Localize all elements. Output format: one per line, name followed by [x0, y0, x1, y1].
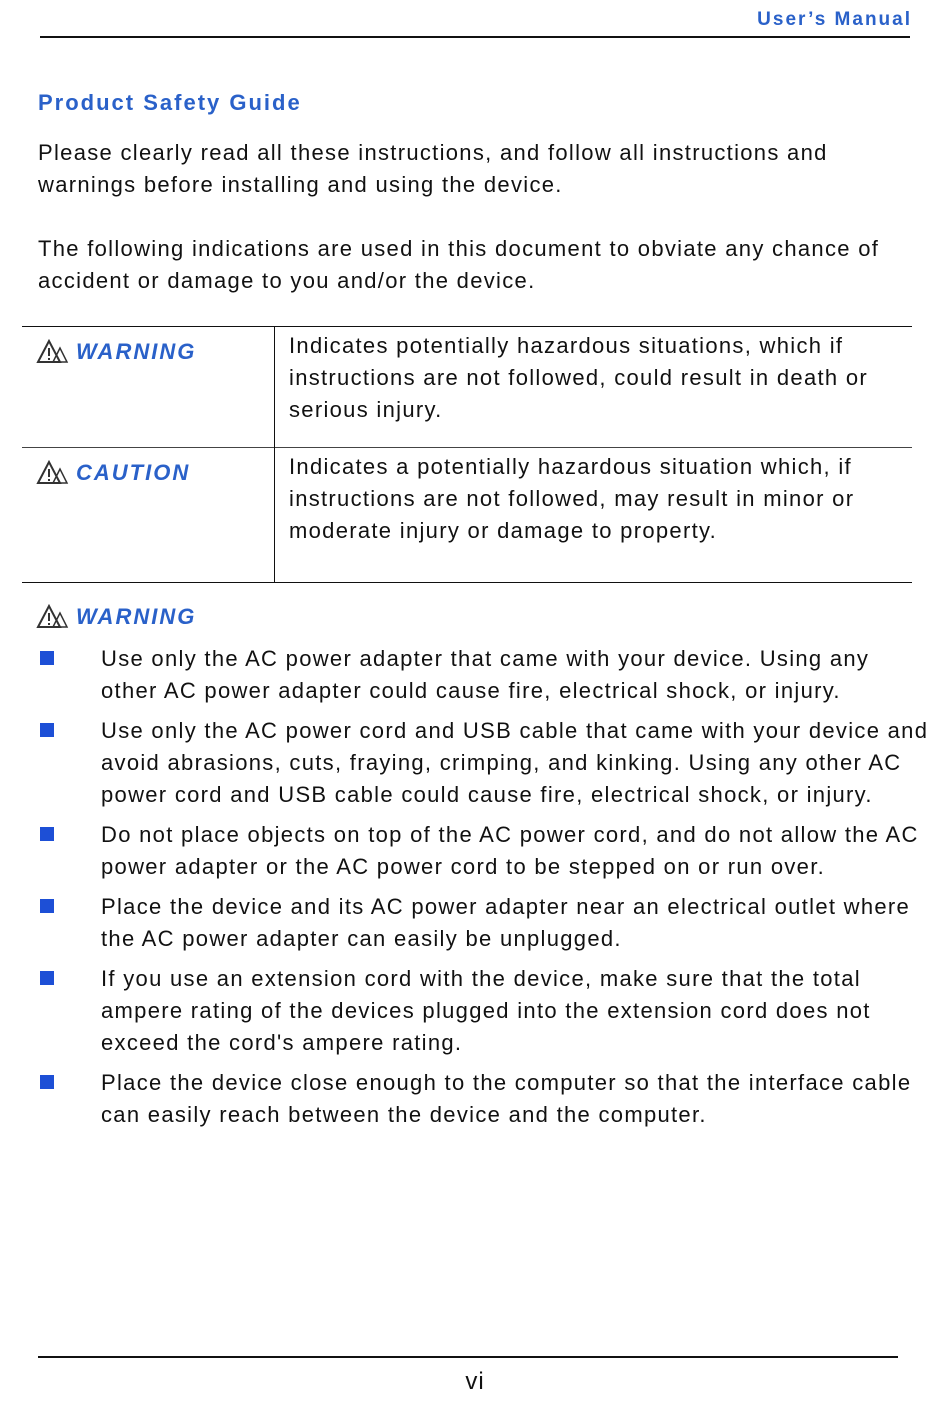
list-item-text: Do not place objects on top of the AC power cord, and do not allow the AC power adapter or the AC power cord to be stepped on or run over.: [101, 822, 919, 879]
header-label: User’s Manual: [757, 9, 912, 30]
warning-description: Indicates potentially hazardous situations, which if instructions are not followed, could result in death or serious injury.: [289, 333, 869, 422]
list-item-text: Use only the AC power cord and USB cable that came with your device and avoid abrasions, cuts, fraying, crimping, and kinking. Using any other AC power cord and USB cable could cause fire, electrical shock, or injury.: [101, 718, 929, 807]
caution-description: Indicates a potentially hazardous situation which, if instructions are not followed, may result in minor or moderate injury or damage to property.: [275, 448, 913, 583]
list-item: [0, 643, 950, 707]
warning-signal: [36, 339, 196, 365]
list-item-text: Place the device close enough to the computer so that the interface cable can easily reach between the device and the computer.: [101, 1070, 912, 1127]
indication-row-caution: [22, 448, 912, 583]
square-bullet-icon: [40, 723, 54, 737]
list-item: [0, 1067, 950, 1131]
square-bullet-icon: [40, 971, 54, 985]
warning-triangle-icon: [36, 460, 70, 486]
header-rule: [40, 36, 910, 38]
indication-row-warning: [22, 327, 912, 448]
footer-rule: [38, 1356, 898, 1358]
square-bullet-icon: [40, 1075, 54, 1089]
warning-section-heading: [36, 604, 196, 635]
section-title: Product Safety Guide: [38, 90, 302, 115]
indications-table: [22, 326, 912, 583]
warning-list: [0, 643, 950, 1139]
intro-paragraph-1: Please clearly read all these instructions, and follow all instructions and warnings before installing and using the device.: [38, 140, 828, 197]
warning-label: WARNING: [76, 339, 197, 364]
indication-label-cell: [22, 448, 275, 583]
list-item: [0, 963, 950, 1059]
list-item-text: If you use an extension cord with the device, make sure that the total ampere rating of the devices plugged into the extension cord does not exceed the cord's ampere rating.: [101, 966, 871, 1055]
list-item-text: Use only the AC power adapter that came with your device. Using any other AC power adapter could cause fire, electrical shock, or injury.: [101, 646, 870, 703]
list-item-text: Place the device and its AC power adapter near an electrical outlet where the AC power adapter can easily be unplugged.: [101, 894, 911, 951]
square-bullet-icon: [40, 827, 54, 841]
indication-label-cell: [22, 327, 275, 448]
warning-heading-signal: [36, 604, 196, 630]
caution-signal: [36, 460, 190, 486]
caution-label: CAUTION: [76, 460, 191, 485]
warning-triangle-icon: [36, 339, 70, 365]
list-item: [0, 715, 950, 811]
square-bullet-icon: [40, 899, 54, 913]
warning-triangle-icon: [36, 604, 70, 630]
square-bullet-icon: [40, 651, 54, 665]
page-number: vi: [465, 1368, 485, 1395]
intro-paragraph-2: The following indications are used in this document to obviate any chance of accident or damage to you and/or the device.: [38, 236, 880, 293]
list-item: [0, 819, 950, 883]
list-item: [0, 891, 950, 955]
warning-heading-label: WARNING: [76, 604, 197, 629]
